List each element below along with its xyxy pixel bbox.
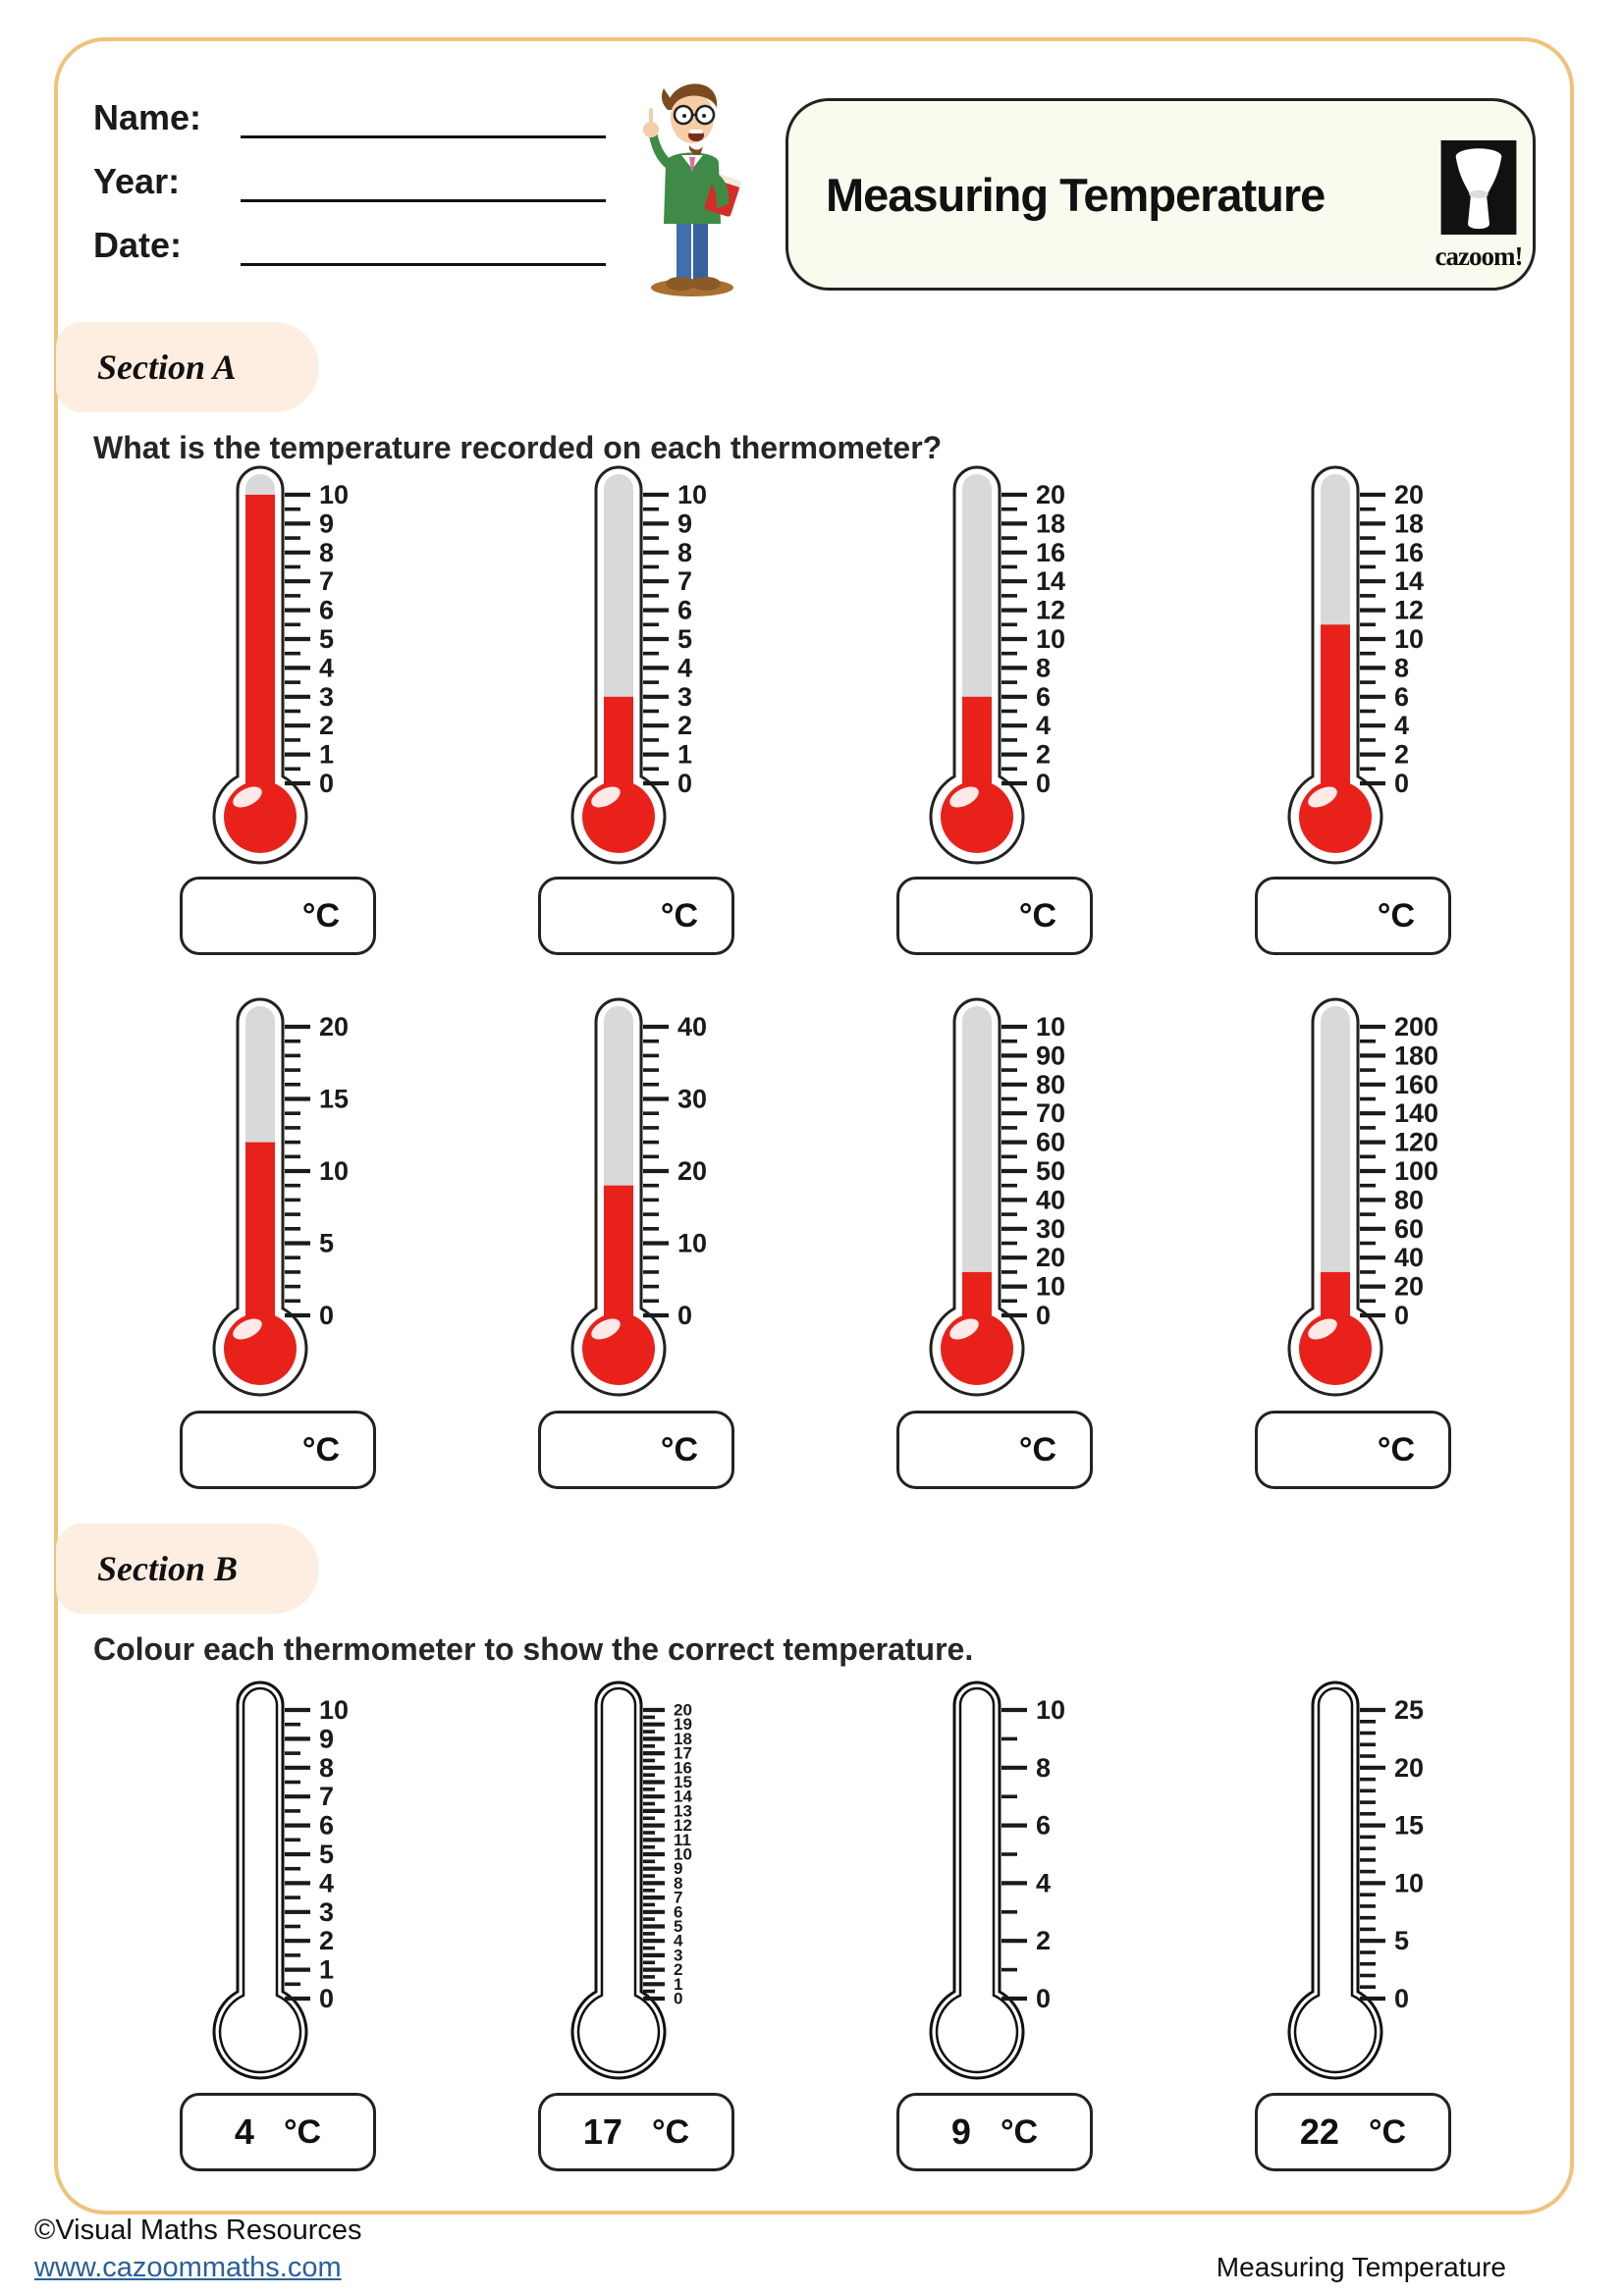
svg-text:1: 1 xyxy=(674,1974,683,1994)
celsius-unit-label: °C xyxy=(1377,1430,1415,1468)
svg-text:10: 10 xyxy=(1036,1695,1066,1725)
celsius-unit-label: °C xyxy=(1018,1430,1056,1468)
svg-text:15: 15 xyxy=(1394,1810,1425,1841)
thermometer-reading-5 xyxy=(191,984,437,1408)
target-temperature-value: 17 xyxy=(582,2111,623,2152)
celsius-unit-label: °C xyxy=(301,1430,340,1468)
svg-text:8: 8 xyxy=(319,537,335,567)
page-title: Measuring Temperature xyxy=(826,168,1326,221)
svg-text:5: 5 xyxy=(674,1917,683,1936)
answer-box-1[interactable] xyxy=(180,877,376,955)
svg-text:70: 70 xyxy=(1036,1098,1066,1129)
svg-text:90: 90 xyxy=(1036,1041,1066,1071)
svg-text:14: 14 xyxy=(674,1787,692,1806)
svg-text:2: 2 xyxy=(319,1926,335,1956)
svg-text:16: 16 xyxy=(1036,537,1066,567)
celsius-unit-label: °C xyxy=(660,1430,698,1468)
svg-text:0: 0 xyxy=(1394,769,1410,798)
svg-text:15: 15 xyxy=(674,1773,692,1791)
svg-text:5: 5 xyxy=(319,1840,335,1869)
svg-text:11: 11 xyxy=(674,1830,691,1849)
svg-text:0: 0 xyxy=(1036,769,1052,798)
year-field-row xyxy=(93,158,606,202)
svg-text:6: 6 xyxy=(1036,681,1052,712)
name-field-row xyxy=(93,94,606,138)
svg-text:60: 60 xyxy=(1394,1213,1425,1244)
svg-text:16: 16 xyxy=(674,1758,692,1778)
svg-text:0: 0 xyxy=(1394,1301,1410,1330)
svg-text:9: 9 xyxy=(319,508,335,539)
target-temperature-value: 22 xyxy=(1299,2111,1339,2152)
svg-text:180: 180 xyxy=(1394,1041,1439,1071)
svg-text:12: 12 xyxy=(1394,595,1425,625)
svg-text:10: 10 xyxy=(319,1156,350,1186)
svg-text:8: 8 xyxy=(319,1752,335,1783)
svg-text:120: 120 xyxy=(1394,1127,1439,1157)
cazoom-logo xyxy=(1425,140,1533,272)
thermometer-reading-2 xyxy=(550,452,795,876)
svg-text:30: 30 xyxy=(677,1084,708,1114)
svg-text:18: 18 xyxy=(1036,508,1066,539)
svg-text:200: 200 xyxy=(1394,1012,1439,1041)
svg-text:0: 0 xyxy=(677,769,693,798)
svg-text:10: 10 xyxy=(319,480,350,509)
svg-text:3: 3 xyxy=(319,1896,335,1927)
svg-text:0: 0 xyxy=(319,1301,335,1330)
svg-text:8: 8 xyxy=(674,1873,683,1893)
svg-text:20: 20 xyxy=(1036,1243,1066,1273)
svg-text:8: 8 xyxy=(1394,653,1410,683)
svg-text:20: 20 xyxy=(677,1156,708,1186)
svg-text:140: 140 xyxy=(1394,1098,1439,1129)
svg-text:20: 20 xyxy=(319,1012,350,1041)
name-field-line[interactable] xyxy=(241,94,606,138)
svg-text:0: 0 xyxy=(1036,1984,1052,2013)
svg-text:2: 2 xyxy=(1036,1926,1052,1956)
svg-text:5: 5 xyxy=(319,1228,335,1258)
svg-text:6: 6 xyxy=(677,595,693,625)
svg-text:4: 4 xyxy=(1394,711,1410,741)
teacher-illustration xyxy=(619,61,766,298)
thermometer-reading-8 xyxy=(1267,984,1512,1408)
svg-text:3: 3 xyxy=(677,681,693,712)
answer-box-5[interactable] xyxy=(180,1411,376,1489)
year-field-line[interactable] xyxy=(241,158,606,202)
celsius-unit-label: °C xyxy=(1000,2112,1039,2151)
svg-text:60: 60 xyxy=(1036,1127,1066,1157)
svg-text:7: 7 xyxy=(677,566,693,597)
target-temperature-box-3 xyxy=(896,2093,1093,2171)
thermometer-reading-7 xyxy=(908,984,1154,1408)
thermometer-reading-1 xyxy=(191,452,437,876)
svg-text:18: 18 xyxy=(674,1729,692,1748)
svg-text:18: 18 xyxy=(1394,508,1425,539)
svg-text:10: 10 xyxy=(1036,624,1066,654)
svg-text:20: 20 xyxy=(1036,480,1066,509)
svg-text:4: 4 xyxy=(1036,1868,1052,1898)
svg-text:80: 80 xyxy=(1036,1069,1066,1099)
svg-text:10: 10 xyxy=(674,1844,692,1864)
date-field-row xyxy=(93,222,606,266)
svg-text:1: 1 xyxy=(319,739,335,770)
svg-text:5: 5 xyxy=(319,624,335,654)
svg-text:0: 0 xyxy=(319,1984,335,2013)
svg-text:8: 8 xyxy=(1036,653,1052,683)
celsius-unit-label: °C xyxy=(651,2112,690,2151)
svg-text:0: 0 xyxy=(1394,1984,1410,2013)
svg-text:0: 0 xyxy=(677,1301,693,1330)
svg-text:30: 30 xyxy=(1036,1213,1066,1244)
thermometer-reading-6 xyxy=(550,984,795,1408)
svg-text:160: 160 xyxy=(1394,1069,1439,1099)
answer-box-8[interactable] xyxy=(1255,1411,1451,1489)
section-a-question: What is the temperature recorded on each thermometer? xyxy=(93,430,943,465)
thermometer-reading-3 xyxy=(908,452,1154,876)
svg-text:2: 2 xyxy=(674,1960,683,1980)
answer-box-7[interactable] xyxy=(896,1411,1093,1489)
svg-text:16: 16 xyxy=(1394,537,1425,567)
svg-text:9: 9 xyxy=(677,508,693,539)
thermometer-blank-1[interactable] xyxy=(191,1667,437,2091)
svg-text:20: 20 xyxy=(1394,480,1425,509)
svg-text:6: 6 xyxy=(319,595,335,625)
thermometer-blank-4[interactable] xyxy=(1267,1667,1512,2091)
thermometer-blank-2[interactable] xyxy=(550,1667,795,2091)
thermometer-reading-4 xyxy=(1267,452,1512,876)
svg-text:40: 40 xyxy=(677,1012,708,1041)
svg-text:10: 10 xyxy=(319,1695,350,1725)
celsius-unit-label: °C xyxy=(660,896,698,934)
celsius-unit-label: °C xyxy=(301,896,340,934)
celsius-unit-label: °C xyxy=(1018,896,1056,934)
footer-copyright: ©Visual Maths Resources xyxy=(34,2215,362,2246)
svg-text:14: 14 xyxy=(1036,566,1066,597)
svg-text:2: 2 xyxy=(319,711,335,741)
cazoom-logo-icon xyxy=(1440,140,1517,235)
year-field-label: Year: xyxy=(93,161,181,201)
celsius-unit-label: °C xyxy=(1377,896,1415,934)
svg-text:5: 5 xyxy=(1394,1926,1410,1956)
svg-text:7: 7 xyxy=(319,566,335,597)
target-temperature-value: 9 xyxy=(950,2111,971,2152)
svg-text:19: 19 xyxy=(674,1715,692,1735)
svg-text:40: 40 xyxy=(1036,1185,1066,1215)
target-temperature-value: 4 xyxy=(234,2111,254,2152)
answer-box-3[interactable] xyxy=(896,877,1093,955)
svg-text:4: 4 xyxy=(319,1868,335,1898)
target-temperature-box-2 xyxy=(538,2093,734,2171)
svg-text:3: 3 xyxy=(674,1946,683,1965)
name-field-label: Name: xyxy=(93,97,202,137)
svg-text:13: 13 xyxy=(674,1801,692,1821)
svg-text:0: 0 xyxy=(319,769,335,798)
svg-text:80: 80 xyxy=(1394,1185,1425,1215)
svg-text:10: 10 xyxy=(1394,624,1425,654)
target-temperature-box-4 xyxy=(1255,2093,1451,2171)
svg-text:7: 7 xyxy=(674,1888,683,1907)
svg-text:4: 4 xyxy=(677,653,693,683)
svg-text:10: 10 xyxy=(1036,1012,1066,1041)
svg-text:6: 6 xyxy=(674,1902,683,1922)
celsius-unit-label: °C xyxy=(283,2112,322,2151)
section-b-question: Colour each thermometer to show the correct temperature. xyxy=(93,1631,974,1667)
svg-text:10: 10 xyxy=(1394,1868,1425,1898)
svg-text:7: 7 xyxy=(319,1782,335,1812)
cazoom-logo-word: cazoom! xyxy=(1435,241,1523,271)
svg-text:40: 40 xyxy=(1394,1243,1425,1273)
svg-text:0: 0 xyxy=(1036,1301,1052,1330)
svg-text:14: 14 xyxy=(1394,566,1425,597)
footer-doc-title: Measuring Temperature xyxy=(1216,2252,1506,2282)
answer-box-6[interactable] xyxy=(538,1411,734,1489)
svg-text:6: 6 xyxy=(1394,681,1410,712)
svg-text:8: 8 xyxy=(677,537,693,567)
svg-text:6: 6 xyxy=(1036,1810,1052,1841)
svg-text:12: 12 xyxy=(674,1816,692,1836)
svg-text:1: 1 xyxy=(319,1954,335,1985)
svg-text:17: 17 xyxy=(674,1743,692,1763)
svg-text:1: 1 xyxy=(677,739,693,770)
svg-text:50: 50 xyxy=(1036,1156,1066,1186)
svg-text:4: 4 xyxy=(1036,711,1052,741)
svg-text:10: 10 xyxy=(1036,1271,1066,1302)
thermometer-blank-3[interactable] xyxy=(908,1667,1154,2091)
svg-text:9: 9 xyxy=(674,1859,683,1879)
svg-text:2: 2 xyxy=(1394,739,1410,770)
svg-text:25: 25 xyxy=(1394,1695,1425,1725)
title-banner xyxy=(785,98,1536,291)
svg-text:10: 10 xyxy=(677,1228,708,1258)
svg-text:15: 15 xyxy=(319,1084,350,1114)
date-field-line[interactable] xyxy=(241,222,606,266)
svg-text:20: 20 xyxy=(1394,1752,1425,1783)
section-b-label: Section B xyxy=(56,1523,319,1614)
svg-text:20: 20 xyxy=(674,1700,692,1720)
svg-text:2: 2 xyxy=(677,711,693,741)
svg-text:9: 9 xyxy=(319,1724,335,1754)
svg-text:8: 8 xyxy=(1036,1752,1052,1783)
target-temperature-box-1 xyxy=(180,2093,376,2171)
date-field-label: Date: xyxy=(93,225,183,265)
svg-text:4: 4 xyxy=(319,653,335,683)
svg-text:0: 0 xyxy=(674,1989,683,2008)
svg-text:100: 100 xyxy=(1394,1156,1439,1186)
answer-box-2[interactable] xyxy=(538,877,734,955)
svg-text:10: 10 xyxy=(677,480,708,509)
svg-text:5: 5 xyxy=(677,624,693,654)
answer-box-4[interactable] xyxy=(1255,877,1451,955)
section-a-label: Section A xyxy=(56,322,319,412)
svg-text:2: 2 xyxy=(1036,739,1052,770)
svg-text:4: 4 xyxy=(674,1931,683,1950)
svg-text:6: 6 xyxy=(319,1810,335,1841)
celsius-unit-label: °C xyxy=(1368,2112,1407,2151)
svg-text:12: 12 xyxy=(1036,595,1066,625)
svg-text:3: 3 xyxy=(319,681,335,712)
footer-website-link[interactable]: www.cazoommaths.com xyxy=(34,2252,342,2283)
svg-text:20: 20 xyxy=(1394,1271,1425,1302)
